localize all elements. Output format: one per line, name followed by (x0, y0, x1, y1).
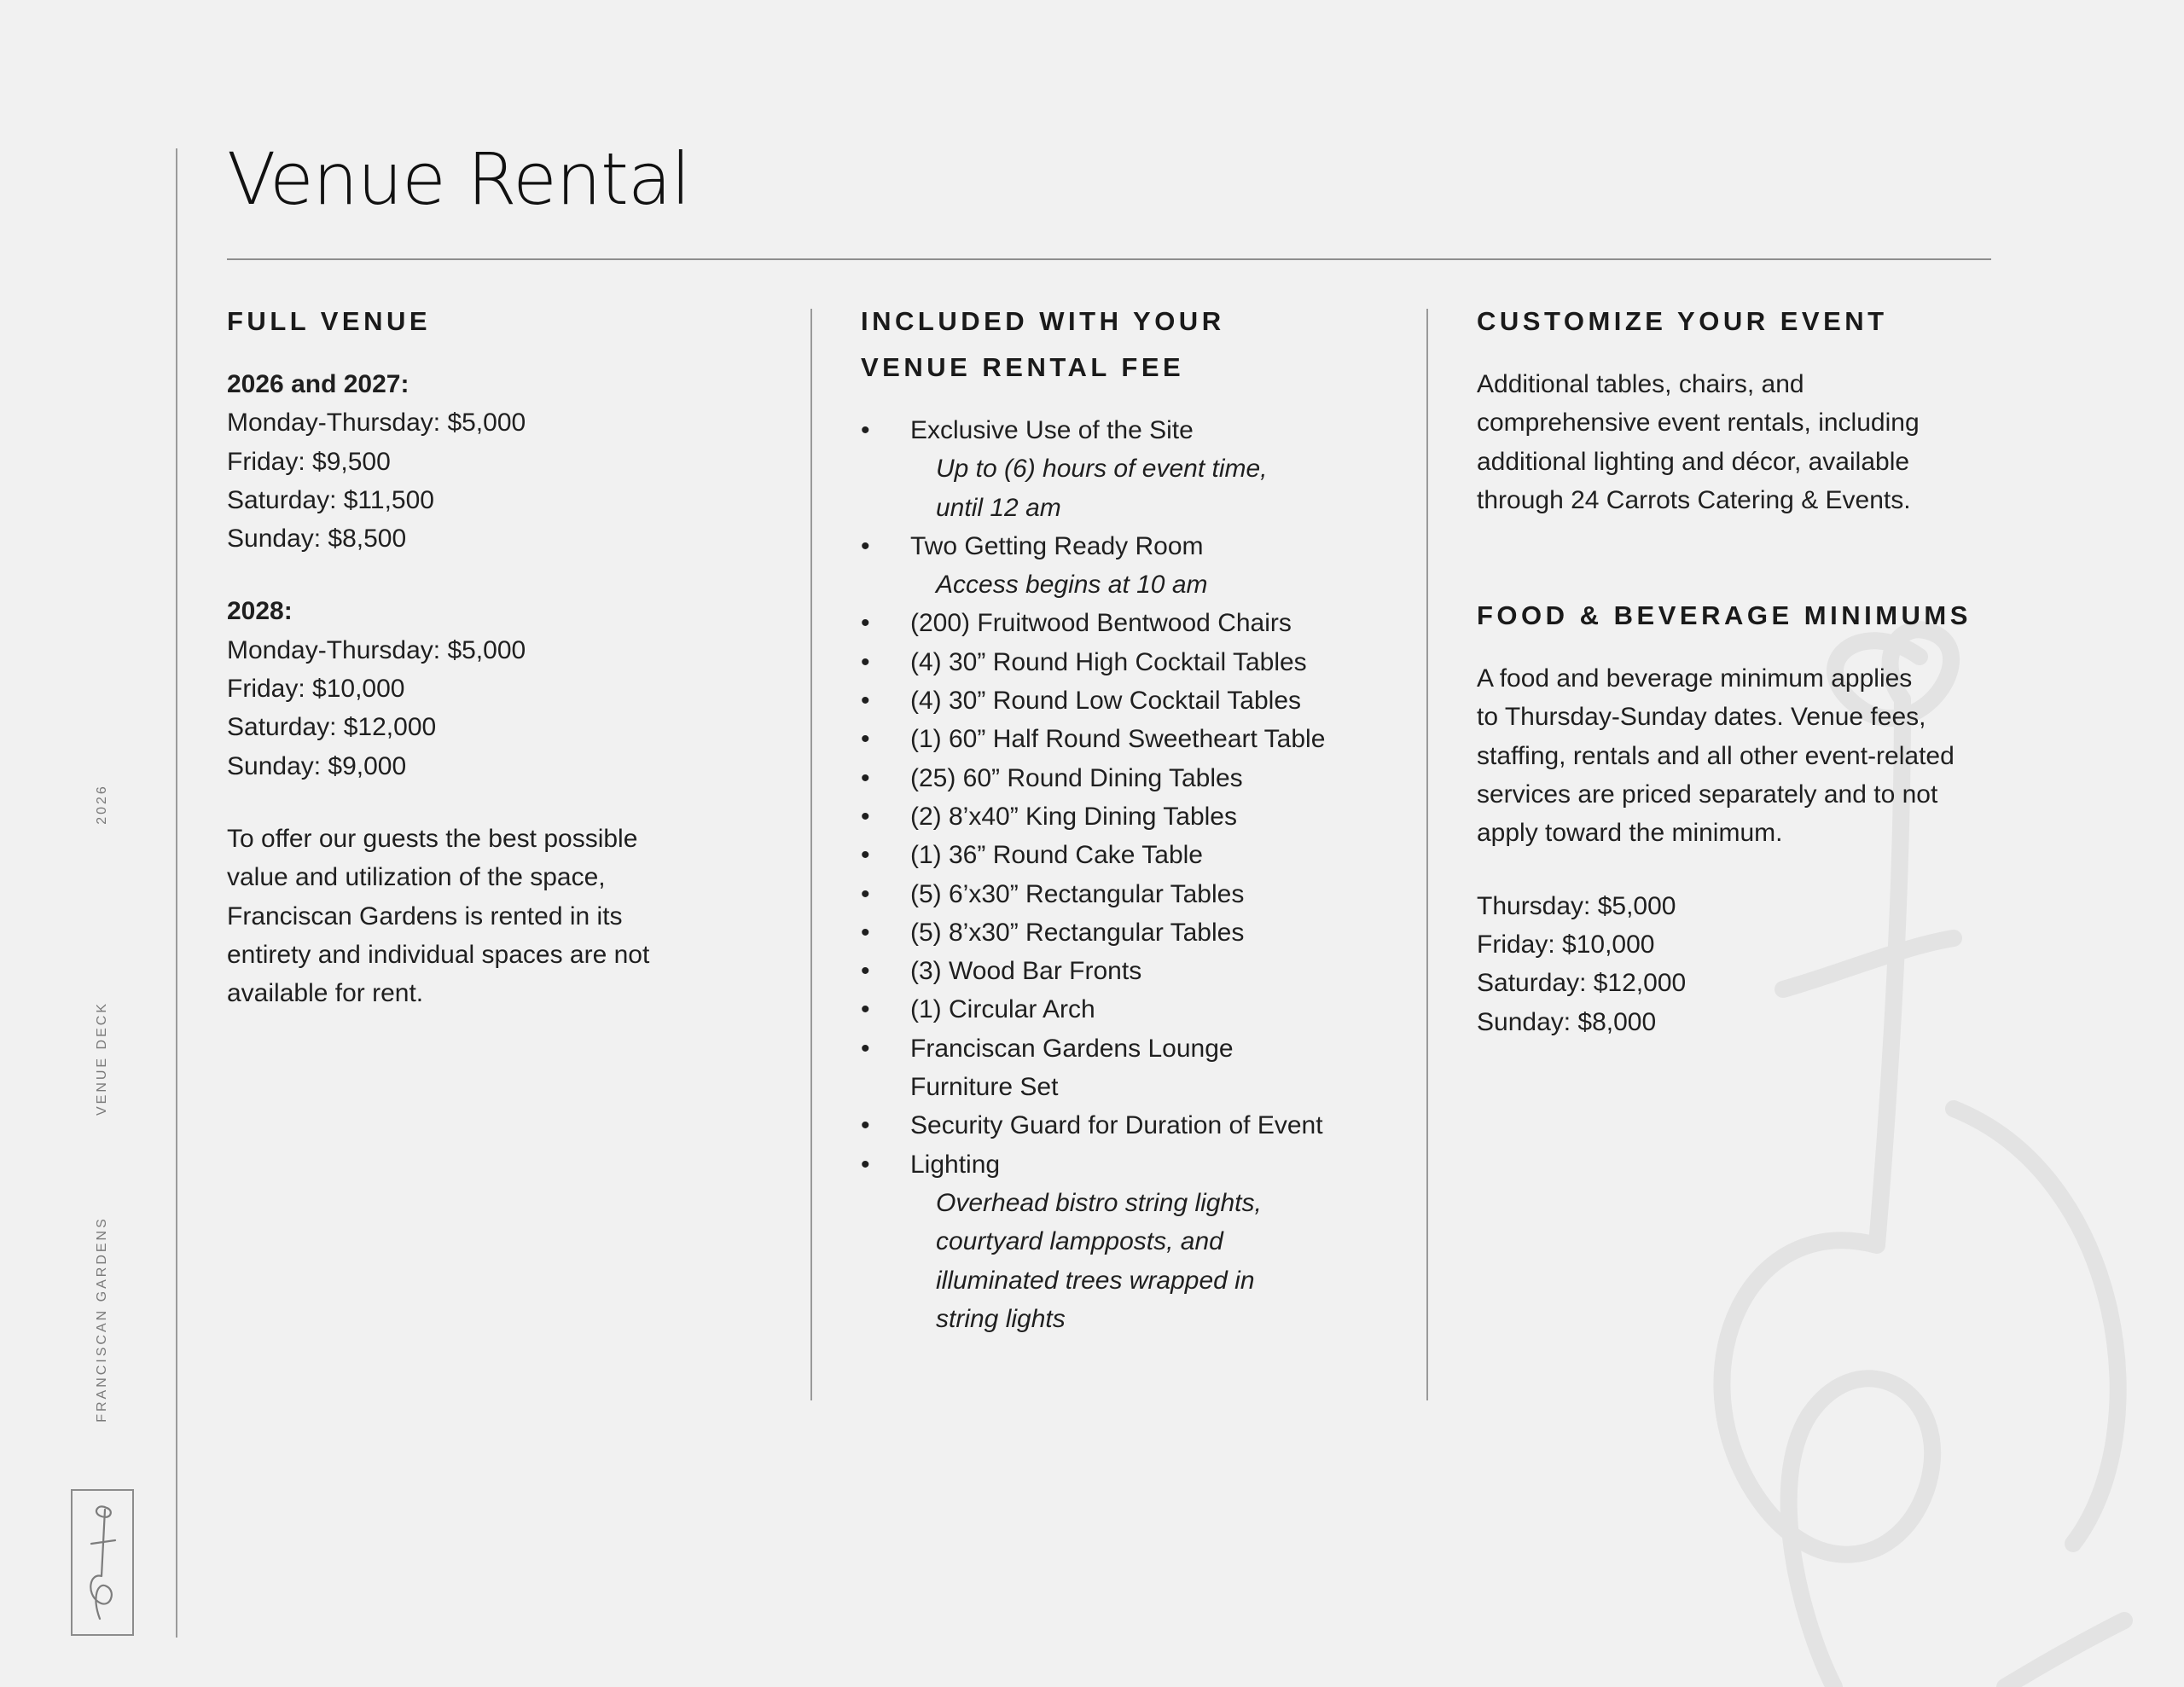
full-venue-heading: FULL VENUE (227, 306, 432, 336)
text-line: apply toward the minimum. (1477, 819, 1783, 848)
amenity-label: (4) 30” Round High Cocktail Tables (910, 647, 1307, 676)
amenity-detail: courtyard lampposts, and (936, 1227, 1223, 1256)
customize-column (1477, 299, 2023, 1041)
rate-line: Sunday: $9,000 (227, 751, 407, 780)
amenity-label: Security Guard for Duration of Event (910, 1111, 1323, 1140)
amenity-item (861, 913, 1407, 952)
included-heading-line-1: INCLUDED WITH YOUR (861, 306, 1225, 336)
amenity-label: (1) 60” Half Round Sweetheart Table (910, 725, 1326, 754)
amenity-item (861, 759, 1407, 797)
amenity-label: (2) 8’x40” King Dining Tables (910, 802, 1237, 831)
amenity-label: (1) Circular Arch (910, 995, 1095, 1024)
rate-line: Monday-Thursday: $5,000 (227, 635, 526, 664)
rail-brand-label: FRANCISCAN GARDENS (95, 1216, 109, 1423)
amenity-detail: until 12 am (936, 493, 1061, 522)
rate-line: Friday: $10,000 (1477, 930, 1655, 959)
text-line: comprehensive event rentals, including (1477, 409, 1920, 438)
amenity-item (861, 1029, 1407, 1107)
amenity-label: (4) 30” Round Low Cocktail Tables (910, 687, 1302, 716)
amenities-list (861, 411, 1407, 1338)
amenity-label: (5) 6’x30” Rectangular Tables (910, 879, 1245, 908)
amenity-item (861, 720, 1407, 758)
page-title: Venue Rental (227, 137, 690, 221)
amenity-label: Exclusive Use of the Site (910, 416, 1194, 444)
amenity-label: Two Getting Ready Room (910, 531, 1204, 560)
amenity-detail: Up to (6) hours of event time, (936, 455, 1268, 484)
amenity-detail: illuminated trees wrapped in (936, 1266, 1255, 1295)
included-column (861, 299, 1407, 1338)
rail-deck-label: VENUE DECK (95, 1000, 109, 1116)
rate-group-label: 2026 and 2027: (227, 370, 410, 398)
rate-group-label: 2028: (227, 597, 293, 626)
rate-line: Saturday: $11,500 (227, 485, 434, 514)
amenity-item (861, 875, 1407, 913)
amenity-detail: string lights (936, 1304, 1066, 1333)
note-line: Franciscan Gardens is rented in its (227, 901, 623, 930)
column-divider-1 (810, 309, 812, 1400)
text-line: services are priced separately and to not (1477, 780, 1938, 809)
amenity-label: (3) Wood Bar Fronts (910, 957, 1142, 986)
amenity-item (861, 643, 1407, 681)
customize-text (1477, 365, 2023, 519)
minimums-text (1477, 659, 2023, 852)
rate-group-2026-2027 (227, 365, 773, 558)
rate-line: Monday-Thursday: $5,000 (227, 409, 526, 438)
left-rail-line (176, 148, 177, 1638)
text-line: A food and beverage minimum applies (1477, 664, 1913, 693)
amenity-item (861, 1106, 1407, 1145)
amenity-label: Franciscan Gardens Lounge (910, 1034, 1234, 1063)
amenity-detail: Access begins at 10 am (936, 571, 1208, 600)
amenity-label: (5) 8’x30” Rectangular Tables (910, 918, 1245, 947)
text-line: staffing, rentals and all other event-related (1477, 741, 1955, 770)
amenity-label: (200) Fruitwood Bentwood Chairs (910, 609, 1292, 638)
text-line: through 24 Carrots Catering & Events. (1477, 485, 1911, 514)
amenity-label: (25) 60” Round Dining Tables (910, 763, 1243, 792)
rate-line: Saturday: $12,000 (227, 713, 437, 742)
rate-line: Thursday: $5,000 (1477, 891, 1676, 920)
amenity-item (861, 1145, 1407, 1338)
full-venue-note (227, 820, 773, 1012)
amenity-label: Lighting (910, 1150, 1001, 1179)
rate-group-2028 (227, 592, 773, 785)
amenity-item (861, 990, 1407, 1029)
amenity-label-continued: Furniture Set (910, 1073, 1059, 1102)
rail-year: 2026 (95, 784, 109, 825)
rate-line: Saturday: $12,000 (1477, 969, 1687, 998)
text-line: Additional tables, chairs, and (1477, 370, 1804, 398)
customize-heading: CUSTOMIZE YOUR EVENT (1477, 306, 1888, 336)
text-line: additional lighting and décor, available (1477, 447, 1910, 476)
amenity-detail: Overhead bistro string lights, (936, 1188, 1262, 1217)
amenity-item (861, 527, 1407, 605)
monogram-logo (71, 1489, 134, 1636)
minimums-rates (1477, 887, 2023, 1041)
amenity-item (861, 604, 1407, 642)
note-line: value and utilization of the space, (227, 863, 606, 892)
note-line: To offer our guests the best possible (227, 824, 638, 853)
amenity-item (861, 797, 1407, 836)
included-heading-line-2: VENUE RENTAL FEE (861, 352, 1185, 382)
full-venue-column (227, 299, 773, 1012)
note-line: entirety and individual spaces are not (227, 940, 650, 969)
rate-line: Sunday: $8,000 (1477, 1007, 1657, 1036)
note-line: available for rent. (227, 979, 424, 1008)
amenity-label: (1) 36” Round Cake Table (910, 841, 1203, 870)
rate-line: Friday: $10,000 (227, 675, 405, 704)
column-divider-2 (1426, 309, 1428, 1400)
rate-line: Sunday: $8,500 (227, 525, 407, 554)
title-divider (227, 258, 1991, 260)
text-line: to Thursday-Sunday dates. Venue fees, (1477, 703, 1926, 732)
amenity-item (861, 952, 1407, 990)
minimums-heading: FOOD & BEVERAGE MINIMUMS (1477, 600, 1972, 631)
amenity-item (861, 411, 1407, 527)
amenity-item (861, 681, 1407, 720)
rate-line: Friday: $9,500 (227, 447, 391, 476)
amenity-item (861, 836, 1407, 874)
